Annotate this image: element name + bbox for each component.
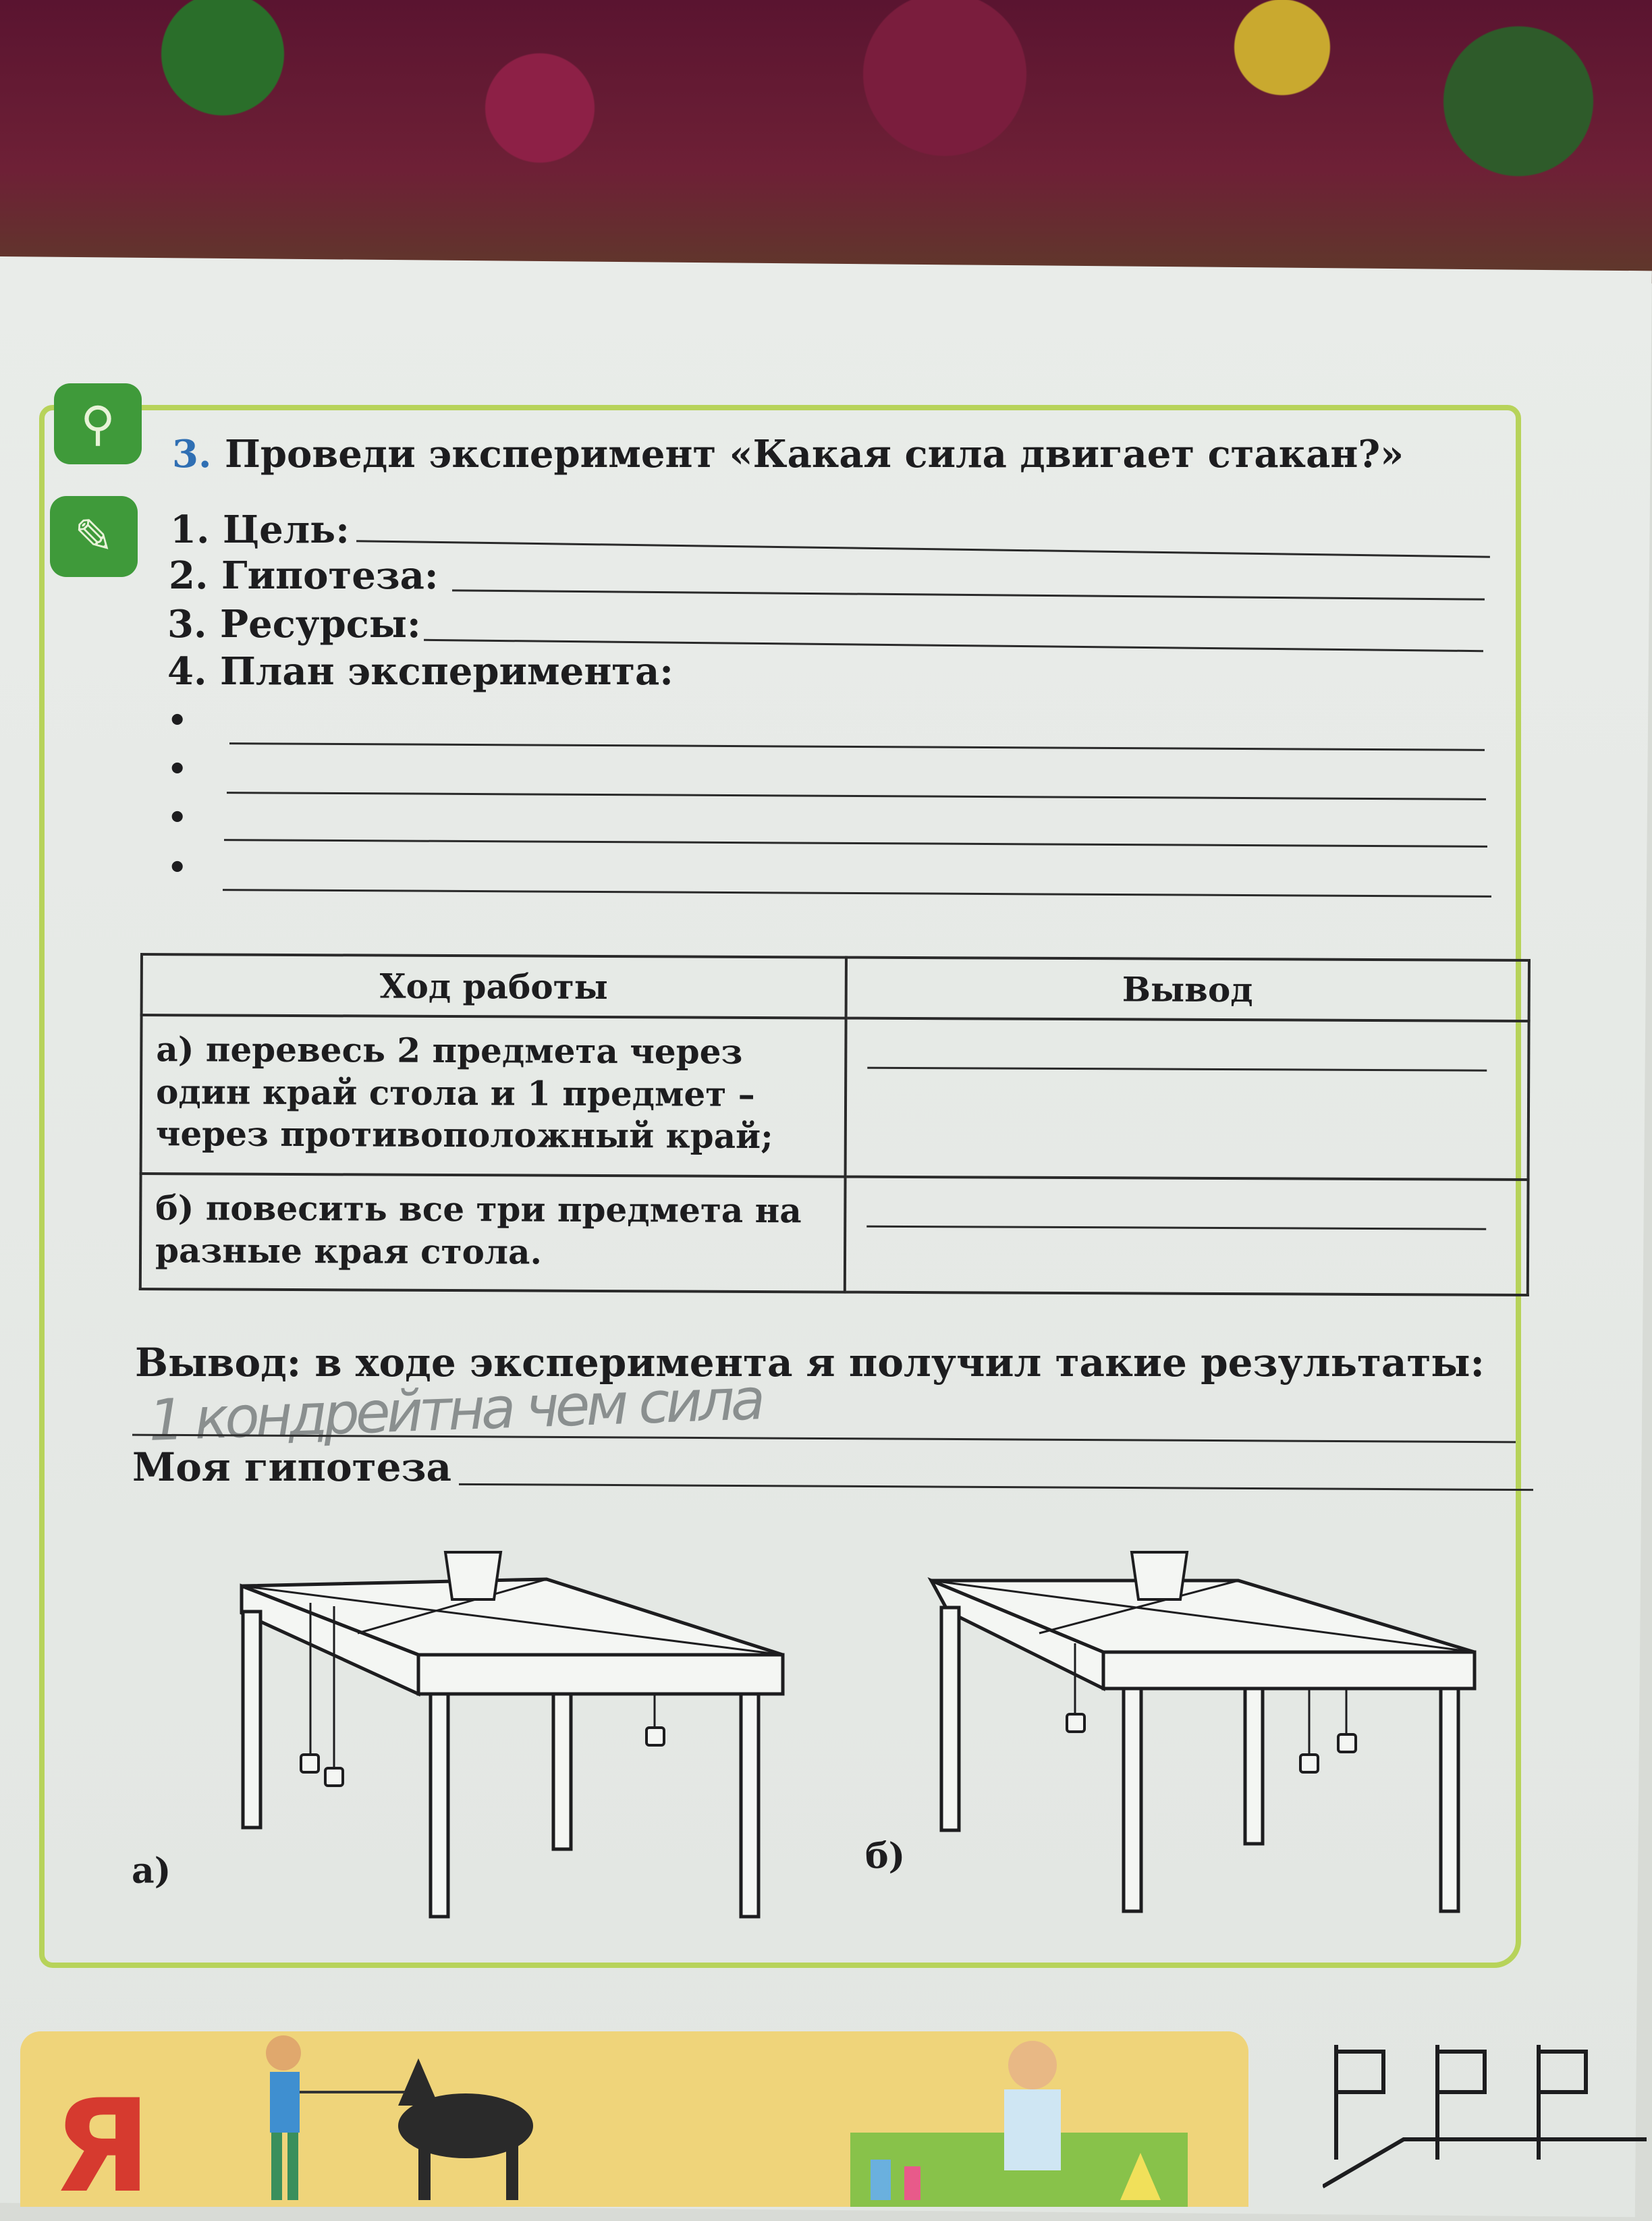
magnifier-icon: ⚲ (54, 383, 142, 464)
figure-label-b: б) (865, 1836, 906, 1877)
table-cell-answer-a[interactable] (846, 1018, 1529, 1180)
my-hypothesis-label: Моя гипотеза (132, 1444, 452, 1490)
task-number: 3. (172, 432, 212, 476)
hypothesis-label: 2. Гипотеза: (169, 553, 439, 598)
table-header-conclusion: Вывод (846, 958, 1529, 1021)
table-illustration-b (921, 1532, 1502, 1930)
fabric-background (0, 0, 1652, 283)
work-table (139, 953, 1531, 1296)
handwritten-answer: 1 кондрейтна чем сила (147, 1366, 763, 1454)
table-cell-step-b: б) повесить все три предмета на разные края стола. (140, 1174, 846, 1292)
table-cell-step-a: а) перевесь 2 предмета через один край стола и 1 предмет – через противоположный край; (141, 1015, 846, 1177)
plan-bullet-2: • (167, 750, 188, 787)
boy-with-horse-illustration (236, 2031, 574, 2207)
answer-line-a[interactable] (867, 1067, 1487, 1072)
table-illustration-a (223, 1532, 803, 1930)
flags-illustration (1323, 2038, 1647, 2203)
table-row (141, 1015, 1529, 1180)
figure-label-a: а) (132, 1850, 171, 1892)
table-row (140, 1174, 1529, 1295)
banner-letter: Я (53, 2072, 152, 2221)
plan-bullet-1: • (167, 702, 188, 738)
plan-bullet-3: • (167, 799, 188, 835)
conclusion-label: Вывод: в ходе эксперимента я получил такие результаты: (135, 1340, 1485, 1386)
task-title (172, 432, 1454, 476)
goal-label: 1. Цель: (170, 508, 350, 552)
bottom-illustration-banner (20, 2031, 1248, 2221)
table-header-process: Ход работы (142, 954, 846, 1018)
task-title-text: Проведи эксперимент «Какая сила двигает стакан?» (224, 432, 1404, 476)
answer-line-b[interactable] (866, 1226, 1486, 1230)
experiment-plan-label: 4. План эксперимента: (167, 649, 673, 694)
plan-bullet-4: • (167, 849, 188, 885)
scientist-illustration (830, 2031, 1208, 2207)
pencil-icon: ✎ (50, 496, 138, 577)
table-cell-answer-b[interactable] (845, 1177, 1529, 1295)
resources-label: 3. Ресурсы: (167, 602, 421, 647)
